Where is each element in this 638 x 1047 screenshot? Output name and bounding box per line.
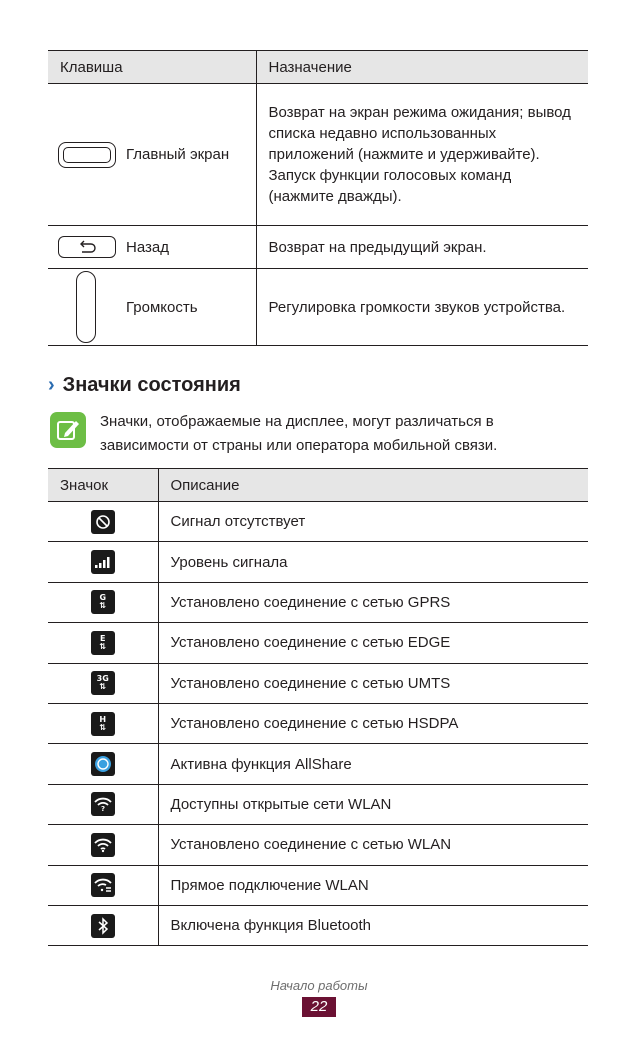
table-row: [48, 865, 588, 905]
table-row: [48, 663, 588, 703]
status-icons-table: [48, 468, 588, 946]
back-key-icon: [58, 236, 116, 258]
keys-table-header: [48, 51, 588, 84]
table-row: [48, 905, 588, 945]
icon-label: H: [99, 714, 107, 724]
header-purpose: Назначение: [256, 51, 588, 84]
table-row: [48, 784, 588, 824]
allshare-icon: [91, 752, 115, 776]
header-key: Клавиша: [48, 51, 256, 84]
no-signal-icon: [91, 510, 115, 534]
keys-table: [48, 50, 588, 346]
volume-key-icon: [76, 271, 96, 343]
icon-desc: Уровень сигнала: [158, 542, 588, 582]
table-row: [48, 542, 588, 582]
table-row: [48, 582, 588, 622]
icon-desc: Установлено соединение с сетью GPRS: [158, 582, 588, 622]
icon-desc: Установлено соединение с сетью UMTS: [158, 663, 588, 703]
gprs-icon: [91, 590, 115, 614]
wlan-connected-icon: [91, 833, 115, 857]
table-row: [48, 623, 588, 663]
icon-desc: Установлено соединение с сетью EDGE: [158, 623, 588, 663]
section-title: [48, 374, 241, 397]
key-name: Главный экран: [126, 146, 230, 163]
page-number: 22: [302, 997, 336, 1017]
note-pencil-icon: [50, 412, 86, 448]
hsdpa-icon: [91, 712, 115, 736]
header-icon: Значок: [48, 469, 158, 502]
table-row: [48, 825, 588, 865]
arrows-icon: ⇅: [99, 601, 107, 611]
icon-desc: Доступны открытые сети WLAN: [158, 784, 588, 824]
header-desc: Описание: [158, 469, 588, 502]
key-purpose: Возврат на экран режима ожидания; вывод списка недавно использованных приложений (нажмите и удерживайте). Запуск функции голосовых команд (нажмите дважды).: [256, 84, 588, 226]
key-purpose: Возврат на предыдущий экран.: [256, 226, 588, 269]
arrows-icon: ⇅: [99, 682, 107, 692]
wlan-open-icon: [91, 792, 115, 816]
key-name: Назад: [126, 238, 169, 256]
key-name: Громкость: [126, 298, 198, 316]
note-text: Значки, отображаемые на дисплее, могут различаться в зависимости от страны или оператора мобильной связи.: [100, 413, 498, 454]
edge-icon: [91, 631, 115, 655]
svg-text:?: ?: [100, 805, 105, 813]
icon-label: G: [99, 593, 107, 603]
bluetooth-icon: [91, 914, 115, 938]
icon-desc: Включена функция Bluetooth: [158, 905, 588, 945]
icon-desc: Установлено соединение с сетью HSDPA: [158, 703, 588, 743]
chevron-right-icon: ›: [48, 374, 55, 396]
section-title-text: Значки состояния: [62, 374, 241, 396]
arrows-icon: ⇅: [99, 722, 107, 732]
icon-desc: Прямое подключение WLAN: [158, 865, 588, 905]
table-row: [48, 269, 588, 346]
arrows-icon: ⇅: [99, 641, 107, 651]
icon-label: E: [100, 633, 106, 643]
icon-desc: Установлено соединение с сетью WLAN: [158, 825, 588, 865]
table-row: [48, 502, 588, 542]
table-row: [48, 84, 588, 226]
icon-label: 3G: [96, 674, 109, 684]
icon-desc: Активна функция AllShare: [158, 744, 588, 784]
wlan-direct-icon: [91, 873, 115, 897]
footer-section-label: Начало работы: [270, 978, 368, 993]
home-key-icon: [58, 142, 116, 168]
table-row: [48, 226, 588, 269]
key-purpose: Регулировка громкости звуков устройства.: [256, 269, 588, 346]
icons-table-header: [48, 469, 588, 502]
icon-desc: Сигнал отсутствует: [158, 502, 588, 542]
umts-icon: [91, 671, 115, 695]
table-row: [48, 703, 588, 743]
signal-strength-icon: [91, 550, 115, 574]
table-row: [48, 744, 588, 784]
